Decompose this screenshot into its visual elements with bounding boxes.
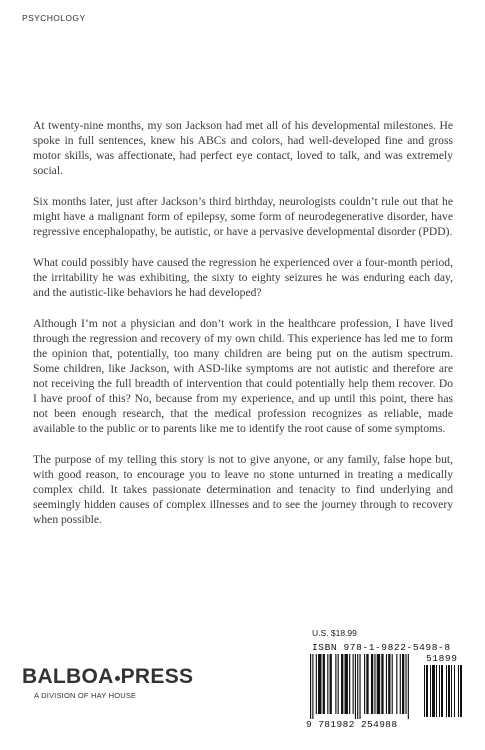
barcode-bar [392,654,393,714]
barcode-bar [353,654,354,714]
barcode-bar [402,654,404,714]
publisher-subtitle: A DIVISION OF HAY HOUSE [34,691,137,700]
paragraph-3: What could possibly have caused the regression he experienced over a four-month period, the irritability he was exhibiting, the sixty to eighty seizures he was enduring each day, and the autistic-like behaviors he had developed? [33,256,453,299]
barcode-bar [366,654,368,714]
barcode-bar [345,654,348,714]
publisher-wordmark [22,666,193,688]
barcode-bar [377,654,380,714]
category-label: PSYCHOLOGY [22,13,86,23]
barcode-bar [426,665,428,717]
barcode-bar [338,654,339,714]
barcode-bar [323,654,325,714]
barcode-bar [355,654,356,719]
publisher-name-right: PRESS [120,665,194,688]
barcode-bar [359,654,360,719]
barcode-bar [330,654,332,714]
barcode-bar [388,654,390,714]
barcode-bar [454,665,455,717]
barcode-bar [327,654,328,714]
barcode-bar [439,665,440,717]
barcode-bar [430,665,431,717]
addon-digits: 51899 [426,653,458,664]
barcode-bar [396,654,397,714]
barcode-bar [432,665,435,717]
barcode-bar [374,654,375,714]
ean-digits: 9 781982 254988 [306,719,398,730]
barcode-addon-bars [424,665,466,720]
barcode-bar [349,654,350,714]
barcode [306,640,466,735]
price-label: U.S. $18.99 [312,628,357,638]
paragraph-1: At twenty-nine months, my son Jackson had met all of his developmental milestones. He spoke in full sentences, knew his ABCs and colors, had well-developed fine and gross motor skills, was affectionate, had perfect eye contact, loved to talk, and was extremely social. [33,119,453,177]
barcode-bar [335,654,336,714]
barcode-bar [446,665,447,717]
barcode-bar [405,654,406,714]
barcode-bar [448,665,450,717]
barcode-bar [400,654,401,714]
paragraph-4: Although I’m not a physician and don’t work in the healthcare profession, I have lived through the regression and recovery of my own child. This experience has led me to form the opinion that, potentially, too many children are being put on the autism spectrum. Some children, like Jackson, with ASD-like symptoms are not autistic and therefore are not receiving the full breadth of intervention that could potentially help them recover. Do I have proof of this? No, because from my experience, and up until this point, there has not been enough research, that the medical profession recognizes as reliable, made available to the public or to parents like me to identify the root cause of some symptoms. [33,317,453,435]
barcode-bar [424,665,425,717]
barcode-bar [441,665,443,717]
isbn-text: ISBN 978-1-9822-5498-8 [312,642,451,653]
barcode-bar [312,654,313,719]
logo-dot [115,676,120,681]
barcode-main-bars [310,654,422,720]
paragraph-5: The purpose of my telling this story is not to give anyone, or any family, false hope but, with good reason, to encourage you to leave no stone unturned in treating a medically complex child. It takes passionate determination and tenacity to find underlying and seemingly hidden causes of complex illnesses and to see the journey through to recovery when possible. [33,453,453,526]
barcode-bar [364,654,365,714]
publisher-name-left: BALBOA [22,665,114,688]
barcode-bar [386,654,387,714]
barcode-bar [371,654,373,714]
barcode-bar [381,654,383,714]
publisher-logo [22,666,193,700]
barcode-bar [408,654,409,719]
barcode-bar [357,654,358,719]
barcode-bar [451,665,452,717]
barcode-bar [341,654,343,714]
barcode-bar [458,665,459,717]
barcode-bar [318,654,321,714]
paragraph-2: Six months later, just after Jackson’s third birthday, neurologists couldn’t rule out that he might have a malignant form of epilepsy, some form of neurodegenerative disorder, have regressive encephalopathy, be autistic, or have a pervasive developmental disorder (PDD). [33,195,453,238]
barcode-bar [310,654,311,719]
barcode-bar [460,665,462,717]
barcode-bar [316,654,317,714]
back-cover-text [33,118,453,543]
barcode-bar [436,665,437,717]
